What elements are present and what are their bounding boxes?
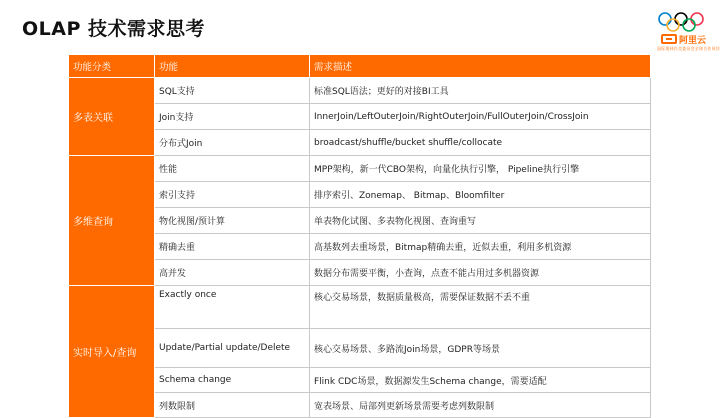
feature-cell: SQL支持 — [155, 78, 310, 104]
feature-cell: 性能 — [155, 156, 310, 182]
aliyun-logo-icon — [661, 34, 677, 44]
description-cell: MPP架构，新一代CBO架构，向量化执行引擎， Pipeline执行引擎 — [310, 156, 651, 182]
description-cell: 标准SQL语法；更好的对接BI工具 — [310, 78, 651, 104]
description-cell: broadcast/shuffle/bucket shuffle/collocate — [310, 130, 651, 156]
feature-cell: Exactly once — [155, 286, 310, 329]
table-row — [69, 286, 651, 329]
description-cell: Flink CDC场景，数据源发生Schema change，需要适配 — [310, 368, 651, 393]
description-cell: 排序索引、Zonemap、 Bitmap、Bloomfilter — [310, 182, 651, 208]
table-row — [69, 104, 651, 130]
table-row — [69, 182, 651, 208]
category-cell: 实时导入/查询 — [69, 286, 155, 418]
requirements-table — [68, 54, 651, 418]
table-row — [69, 208, 651, 234]
table-row — [69, 393, 651, 418]
description-cell: 核心交易场景、多路流Join场景，GDPR等场景 — [310, 329, 651, 368]
brand-tagline: 国际奥林匹克委员会全球合作伙伴 — [657, 46, 720, 51]
feature-cell: Update/Partial update/Delete — [155, 329, 310, 368]
feature-cell: 分布式Join — [155, 130, 310, 156]
category-cell: 多维查询 — [69, 156, 155, 286]
table-row — [69, 130, 651, 156]
logo — [651, 11, 720, 53]
description-cell: 数据分布需要平衡，小查询，点查不能占用过多机器资源 — [310, 260, 651, 286]
feature-cell: 索引支持 — [155, 182, 310, 208]
category-cell: 多表关联 — [69, 78, 155, 156]
brand-name: 阿里云 — [679, 35, 707, 46]
feature-cell: 高并发 — [155, 260, 310, 286]
description-cell: 单表物化试图、多表物化视图、查询重写 — [310, 208, 651, 234]
feature-cell: 列数限制 — [155, 393, 310, 418]
description-cell: InnerJoin/LeftOuterJoin/RightOuterJoin/FullOuterJoin/CrossJoin — [310, 104, 651, 130]
feature-cell: 物化视图/预计算 — [155, 208, 310, 234]
header-feature: 功能 — [155, 55, 310, 78]
feature-cell: Join支持 — [155, 104, 310, 130]
table-row — [69, 78, 651, 104]
table-row — [69, 156, 651, 182]
feature-cell: 精确去重 — [155, 234, 310, 260]
table-row — [69, 329, 651, 368]
table-row — [69, 368, 651, 393]
description-cell: 宽表场景、局部列更新场景需要考虑列数限制 — [310, 393, 651, 418]
table-header-row — [69, 55, 651, 78]
header-description: 需求描述 — [310, 55, 651, 78]
table-row — [69, 234, 651, 260]
description-cell: 核心交易场景，数据质量极高，需要保证数据不丢不重 — [310, 286, 651, 329]
olympic-rings-icon — [657, 11, 705, 33]
aliyun-brand — [661, 33, 706, 45]
header-category: 功能分类 — [69, 55, 155, 78]
description-cell: 高基数列去重场景，Bitmap精确去重，近似去重，利用多机资源 — [310, 234, 651, 260]
feature-cell: Schema change — [155, 368, 310, 393]
table-row — [69, 260, 651, 286]
page-title: OLAP 技术需求思考 — [22, 18, 206, 40]
